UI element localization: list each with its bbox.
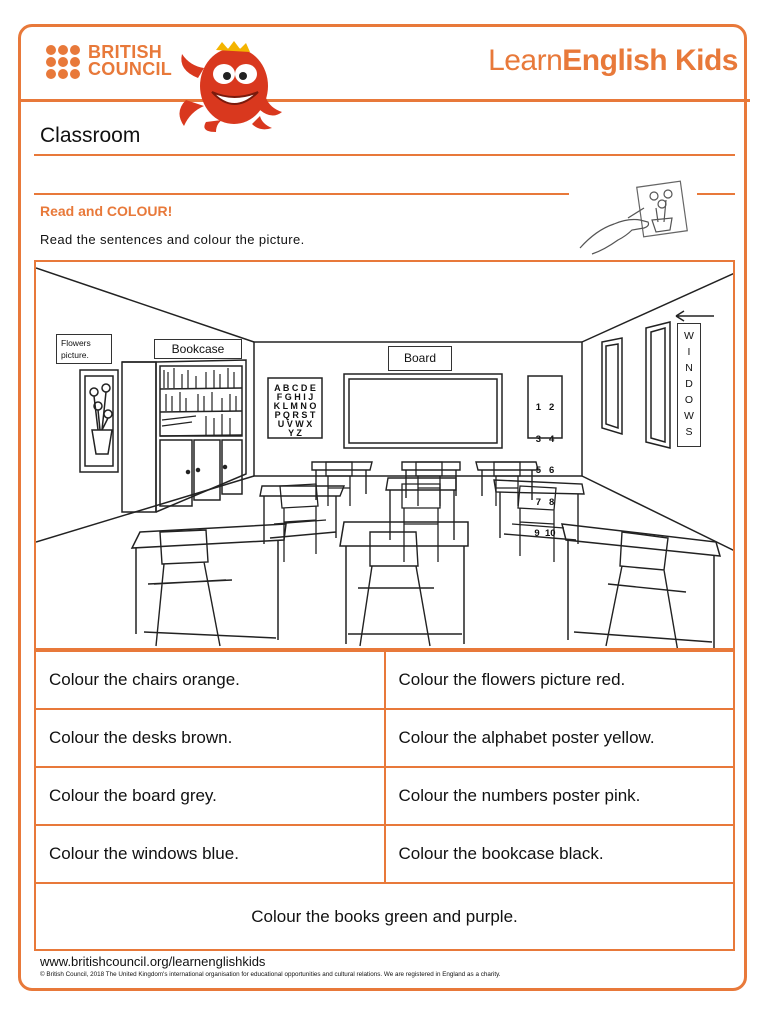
title-underline (34, 154, 735, 156)
table-row (36, 824, 733, 882)
final-sentence: Colour the books green and purple. (251, 906, 518, 926)
label-bookcase: Bookcase (154, 339, 242, 359)
final-sentence-row (36, 882, 733, 949)
label-windows: W I N D O W S (677, 323, 701, 447)
ceiling-left-edge (36, 268, 254, 342)
sentence-cell: Colour the chairs orange. (49, 670, 240, 689)
instruction-text: Read the sentences and colour the picture. (40, 232, 305, 247)
desks-front-row (132, 522, 720, 648)
sentences-table (34, 650, 735, 951)
sentence-cell: Colour the numbers poster pink. (384, 768, 734, 824)
sentence-cell: Colour the bookcase black. (384, 826, 734, 882)
sentence-cell: Colour the board grey. (49, 786, 217, 805)
label-board: Board (388, 346, 452, 371)
header-divider (18, 99, 750, 102)
page-title: Classroom (40, 124, 141, 147)
table-row (36, 708, 733, 766)
numbers-poster-text: 1 2 3 4 5 6 7 8 9 10 (534, 402, 556, 539)
sentence-cell: Colour the desks brown. (49, 728, 233, 747)
windows-arrow-icon (676, 311, 714, 321)
learn-english-kids-logo: LearnEnglish Kids (488, 44, 738, 77)
board (344, 374, 502, 448)
footer-url[interactable]: www.britishcouncil.org/learnenglishkids (40, 954, 266, 969)
windows (602, 322, 670, 448)
hand-colouring-icon (578, 178, 696, 256)
bookcase (122, 360, 246, 512)
alphabet-poster-text: A B C D E F G H I J K L M N O P Q R S T U V W X Y Z (273, 383, 317, 438)
sentence-cell: Colour the alphabet poster yellow. (384, 710, 734, 766)
ceiling-right-edge (582, 272, 735, 342)
table-row (36, 650, 733, 708)
table-row (36, 766, 733, 824)
footer-copyright: © British Council, 2018 The United Kingdom's international organisation for educational opportunities and cultural relations. We are registered in England as a charity. (40, 971, 501, 978)
chairs-front-row (148, 530, 686, 650)
british-council-dots-icon (46, 45, 84, 79)
section-heading: Read and COLOUR! (40, 203, 173, 219)
sentence-cell: Colour the windows blue. (49, 844, 239, 863)
monster-mascot-icon (176, 40, 286, 132)
section-divider-right (697, 193, 735, 195)
flowers-picture (80, 370, 118, 472)
british-council-wordmark: BRITISH COUNCIL (88, 42, 173, 79)
classroom-picture (34, 260, 735, 650)
section-divider-left (34, 193, 569, 195)
floor-right-edge (582, 476, 735, 552)
label-flowers-picture: Flowers picture. (56, 334, 112, 364)
sentence-cell: Colour the flowers picture red. (384, 652, 734, 708)
chairs-middle-row (274, 484, 564, 562)
